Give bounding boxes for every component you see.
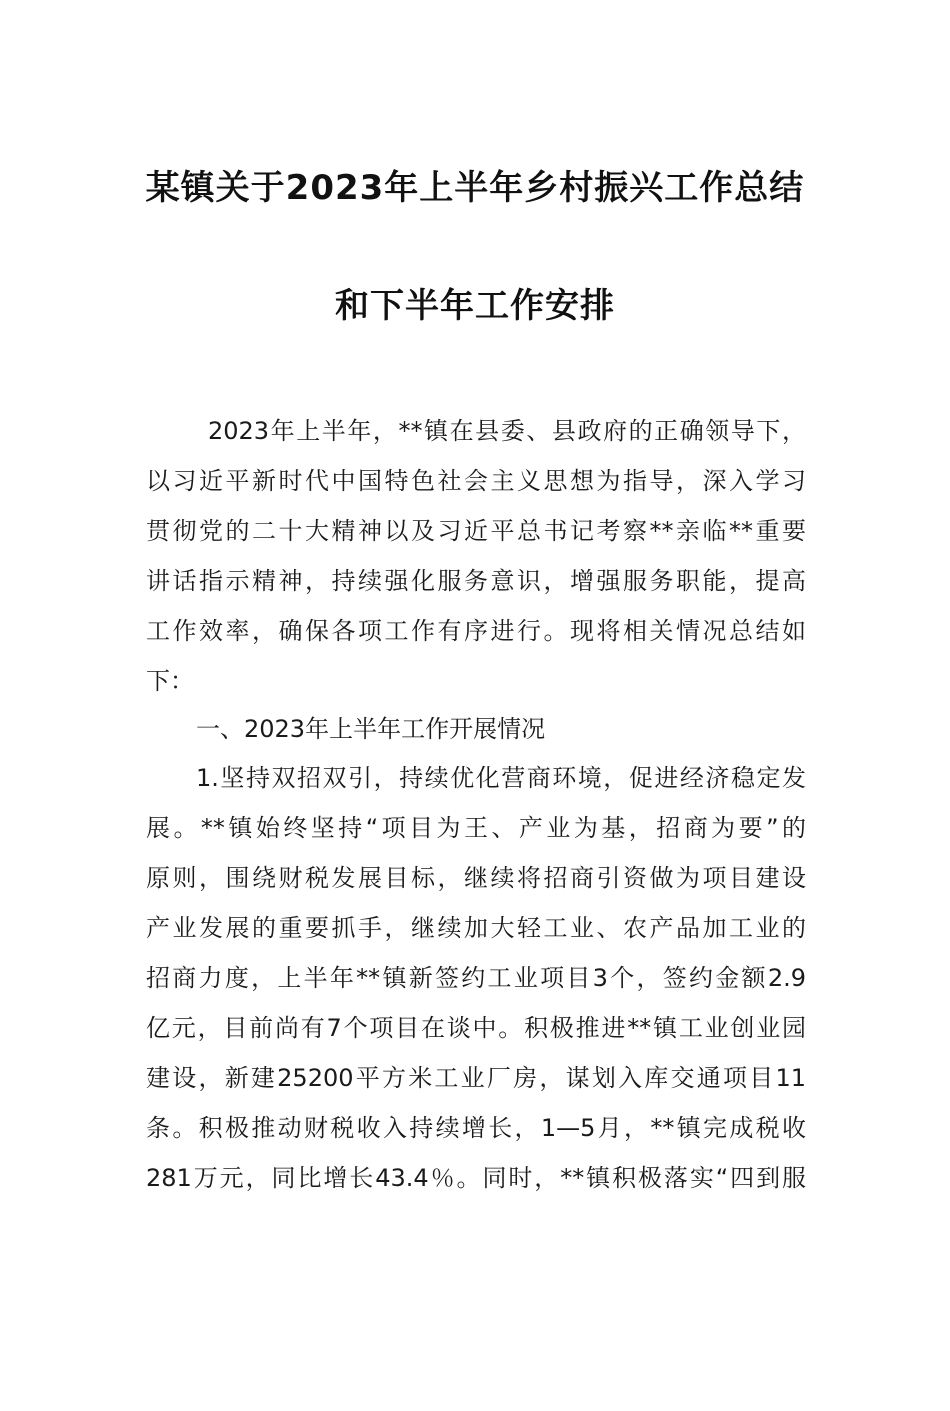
paragraph-1-line: 工作效率，确保各项工作有序进行。现将相关情况总结如	[146, 617, 806, 645]
paragraph-2-line: 原则，围绕财税发展目标，继续将招商引资做为项目建设	[146, 864, 806, 892]
paragraph-2-line: 产业发展的重要抓手，继续加大轻工业、农产品加工业的	[146, 914, 806, 942]
section-heading: 一、2023年上半年工作开展情况	[196, 715, 546, 743]
paragraph-2-line: 招商力度，上半年**镇新签约工业项目3个，签约金额2.9	[146, 964, 806, 992]
document-title-line-1: 某镇关于2023年上半年乡村振兴工作总结	[145, 168, 805, 208]
paragraph-1-line: 贯彻党的二十大精神以及习近平总书记考察**亲临**重要	[146, 517, 806, 545]
paragraph-2-line: 亿元，目前尚有7个项目在谈中。积极推进**镇工业创业园	[146, 1014, 806, 1042]
paragraph-2-line: 281万元，同比增长43.4％。同时，**镇积极落实“四到服	[146, 1164, 806, 1192]
paragraph-2-line: 条。积极推动财税收入持续增长，1—5月，**镇完成税收	[146, 1114, 806, 1142]
paragraph-1-line: 以习近平新时代中国特色社会主义思想为指导，深入学习	[146, 467, 806, 495]
paragraph-1-line: 2023年上半年，**镇在县委、县政府的正确领导下，	[208, 417, 806, 445]
document-title-line-2: 和下半年工作安排	[335, 286, 615, 326]
paragraph-2-line: 建设，新建25200平方米工业厂房，谋划入库交通项目11	[146, 1064, 806, 1092]
paragraph-2-line: 1.坚持双招双引，持续优化营商环境，促进经济稳定发	[196, 764, 806, 792]
paragraph-1-line: 下：	[146, 667, 194, 695]
paragraph-1-line: 讲话指示精神，持续强化服务意识，增强服务职能，提高	[146, 567, 806, 595]
document-body	[146, 411, 806, 1411]
paragraph-2-line: 展。**镇始终坚持“项目为王、产业为基，招商为要”的	[146, 814, 806, 842]
